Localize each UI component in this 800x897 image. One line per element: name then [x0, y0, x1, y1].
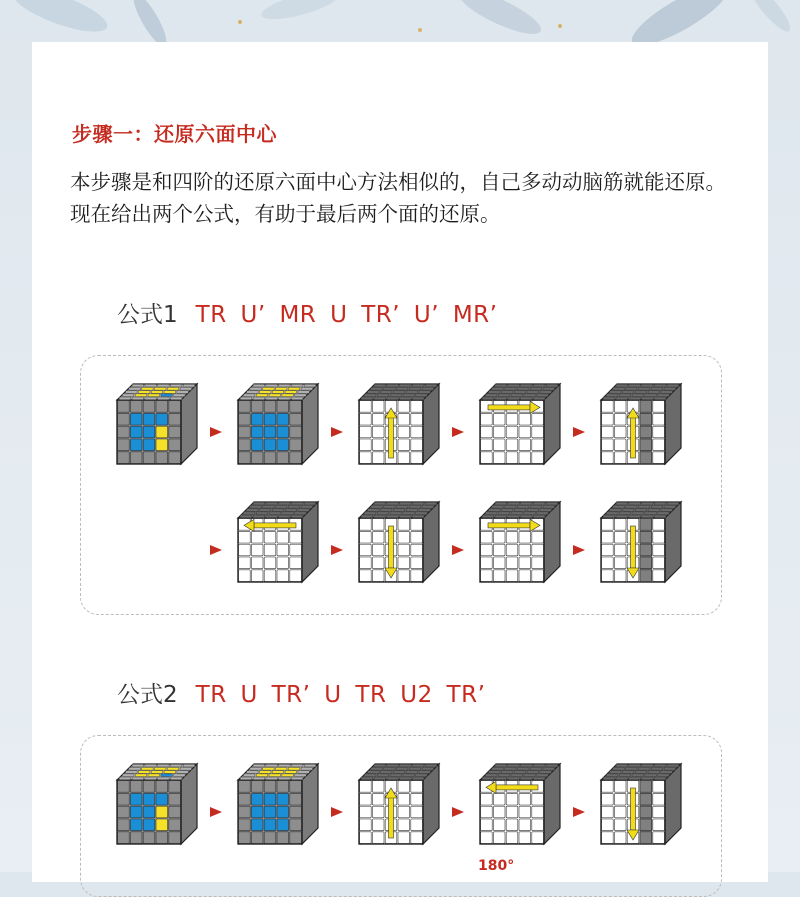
step-arrow-icon — [331, 540, 343, 559]
step-arrow-icon — [573, 802, 585, 821]
formula-1-moves: TR U’ MR U TR’ U’ MR’ — [195, 302, 498, 328]
formula-1 — [117, 296, 497, 329]
white-cube-right-arrow — [478, 500, 570, 600]
description-line-2: 现在给出两个公式，有助于最后两个面的还原。 — [70, 202, 501, 226]
white-cube-down-arrow-slice — [599, 762, 691, 862]
formula-2-moves: TR U TR’ U TR U2 TR’ — [195, 682, 486, 708]
white-cube-up-arrow-slice — [599, 382, 691, 482]
step-arrow-icon — [331, 422, 343, 441]
white-cube-down-arrow-slice — [599, 500, 691, 600]
step-arrow-icon — [210, 802, 222, 821]
formula-2-label: 公式2 — [117, 682, 178, 708]
step-arrow-icon — [331, 802, 343, 821]
step-arrow-icon — [452, 540, 464, 559]
white-cube-left-arrow — [236, 500, 328, 600]
white-cube-down-arrow — [357, 500, 449, 600]
formula-2 — [117, 676, 485, 709]
white-cube-left-arrow — [478, 762, 570, 862]
colored-cube-before — [115, 762, 207, 862]
step-arrow-icon — [573, 422, 585, 441]
formula-1-label: 公式1 — [117, 302, 178, 328]
step-arrow-icon — [210, 422, 222, 441]
step-title: 步骤一：还原六面中心 — [72, 122, 277, 146]
colored-cube-after — [236, 762, 328, 862]
step-arrow-icon — [452, 422, 464, 441]
step-arrow-icon — [452, 802, 464, 821]
step-arrow-icon — [573, 540, 585, 559]
colored-cube-before — [115, 382, 207, 482]
step-arrow-icon — [210, 540, 222, 559]
white-cube-up-arrow — [357, 382, 449, 482]
colored-cube-after — [236, 382, 328, 482]
white-cube-right-arrow — [478, 382, 570, 482]
step-description — [70, 166, 760, 230]
angle-annotation: 180° — [478, 858, 515, 874]
white-cube-up-arrow — [357, 762, 449, 862]
description-line-1: 本步骤是和四阶的还原六面中心方法相似的，自己多动动脑筋就能还原。 — [70, 170, 726, 194]
